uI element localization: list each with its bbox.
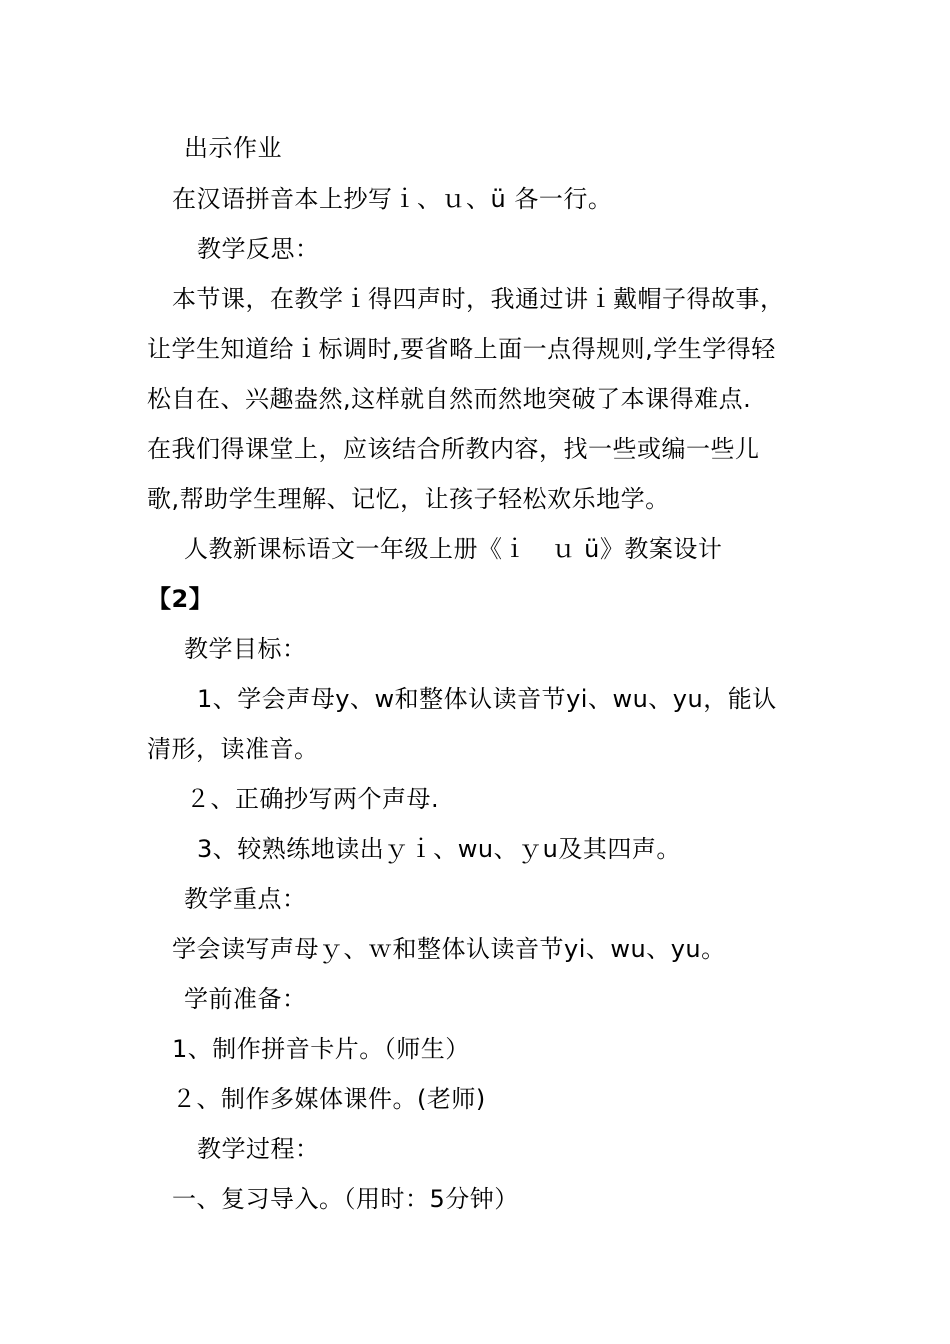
heading-teaching-goals: 教学目标：	[184, 635, 307, 663]
heading-teaching-reflection: 教学反思：	[197, 235, 320, 263]
goal-item-2: ２、正确抄写两个声母.	[186, 785, 440, 813]
paragraph-homework: 在汉语拼音本上抄写ｉ、ｕ、ü 各一行。	[172, 185, 613, 213]
paragraph-reflection-line-5: 歌,帮助学生理解、记忆，让孩子轻松欢乐地学。	[147, 485, 670, 513]
paragraph-reflection-line-3: 松自在、兴趣盎然,这样就自然而然地突破了本课得难点.	[147, 385, 752, 413]
heading-teaching-process: 教学过程：	[197, 1135, 320, 1163]
paragraph-reflection-line-4: 在我们得课堂上，应该结合所教内容，找一些或编一些儿	[147, 435, 760, 463]
heading-preparation: 学前准备：	[184, 985, 307, 1013]
heading-teaching-focus: 教学重点：	[184, 885, 307, 913]
goal-item-1-continued: 清形，读准音。	[147, 735, 319, 763]
heading-show-homework: 出示作业	[184, 134, 282, 162]
preparation-item-1: 1、制作拼音卡片。（师生）	[172, 1035, 470, 1063]
goal-item-1: 1、学会声母y、w和整体认读音节yi、wu、yu，能认	[197, 685, 777, 713]
lesson-plan-number: 【2】	[147, 585, 214, 613]
goal-item-3: 3、较熟练地读出ｙｉ、wu、ｙu及其四声。	[197, 835, 681, 863]
lesson-plan-title: 人教新课标语文一年级上册《ｉ ｕ ü》教案设计	[184, 535, 723, 563]
preparation-item-2: ２、制作多媒体课件。(老师)	[172, 1085, 486, 1113]
paragraph-reflection-line-1: 本节课，在教学ｉ得四声时，我通过讲ｉ戴帽子得故事，	[172, 285, 785, 313]
process-step-1: 一、复习导入。（用时：5分钟）	[172, 1185, 519, 1213]
paragraph-teaching-focus: 学会读写声母ｙ、ｗ和整体认读音节yi、wu、yu。	[172, 935, 726, 963]
paragraph-reflection-line-2: 让学生知道给ｉ标调时,要省略上面一点得规则,学生学得轻	[147, 335, 776, 363]
